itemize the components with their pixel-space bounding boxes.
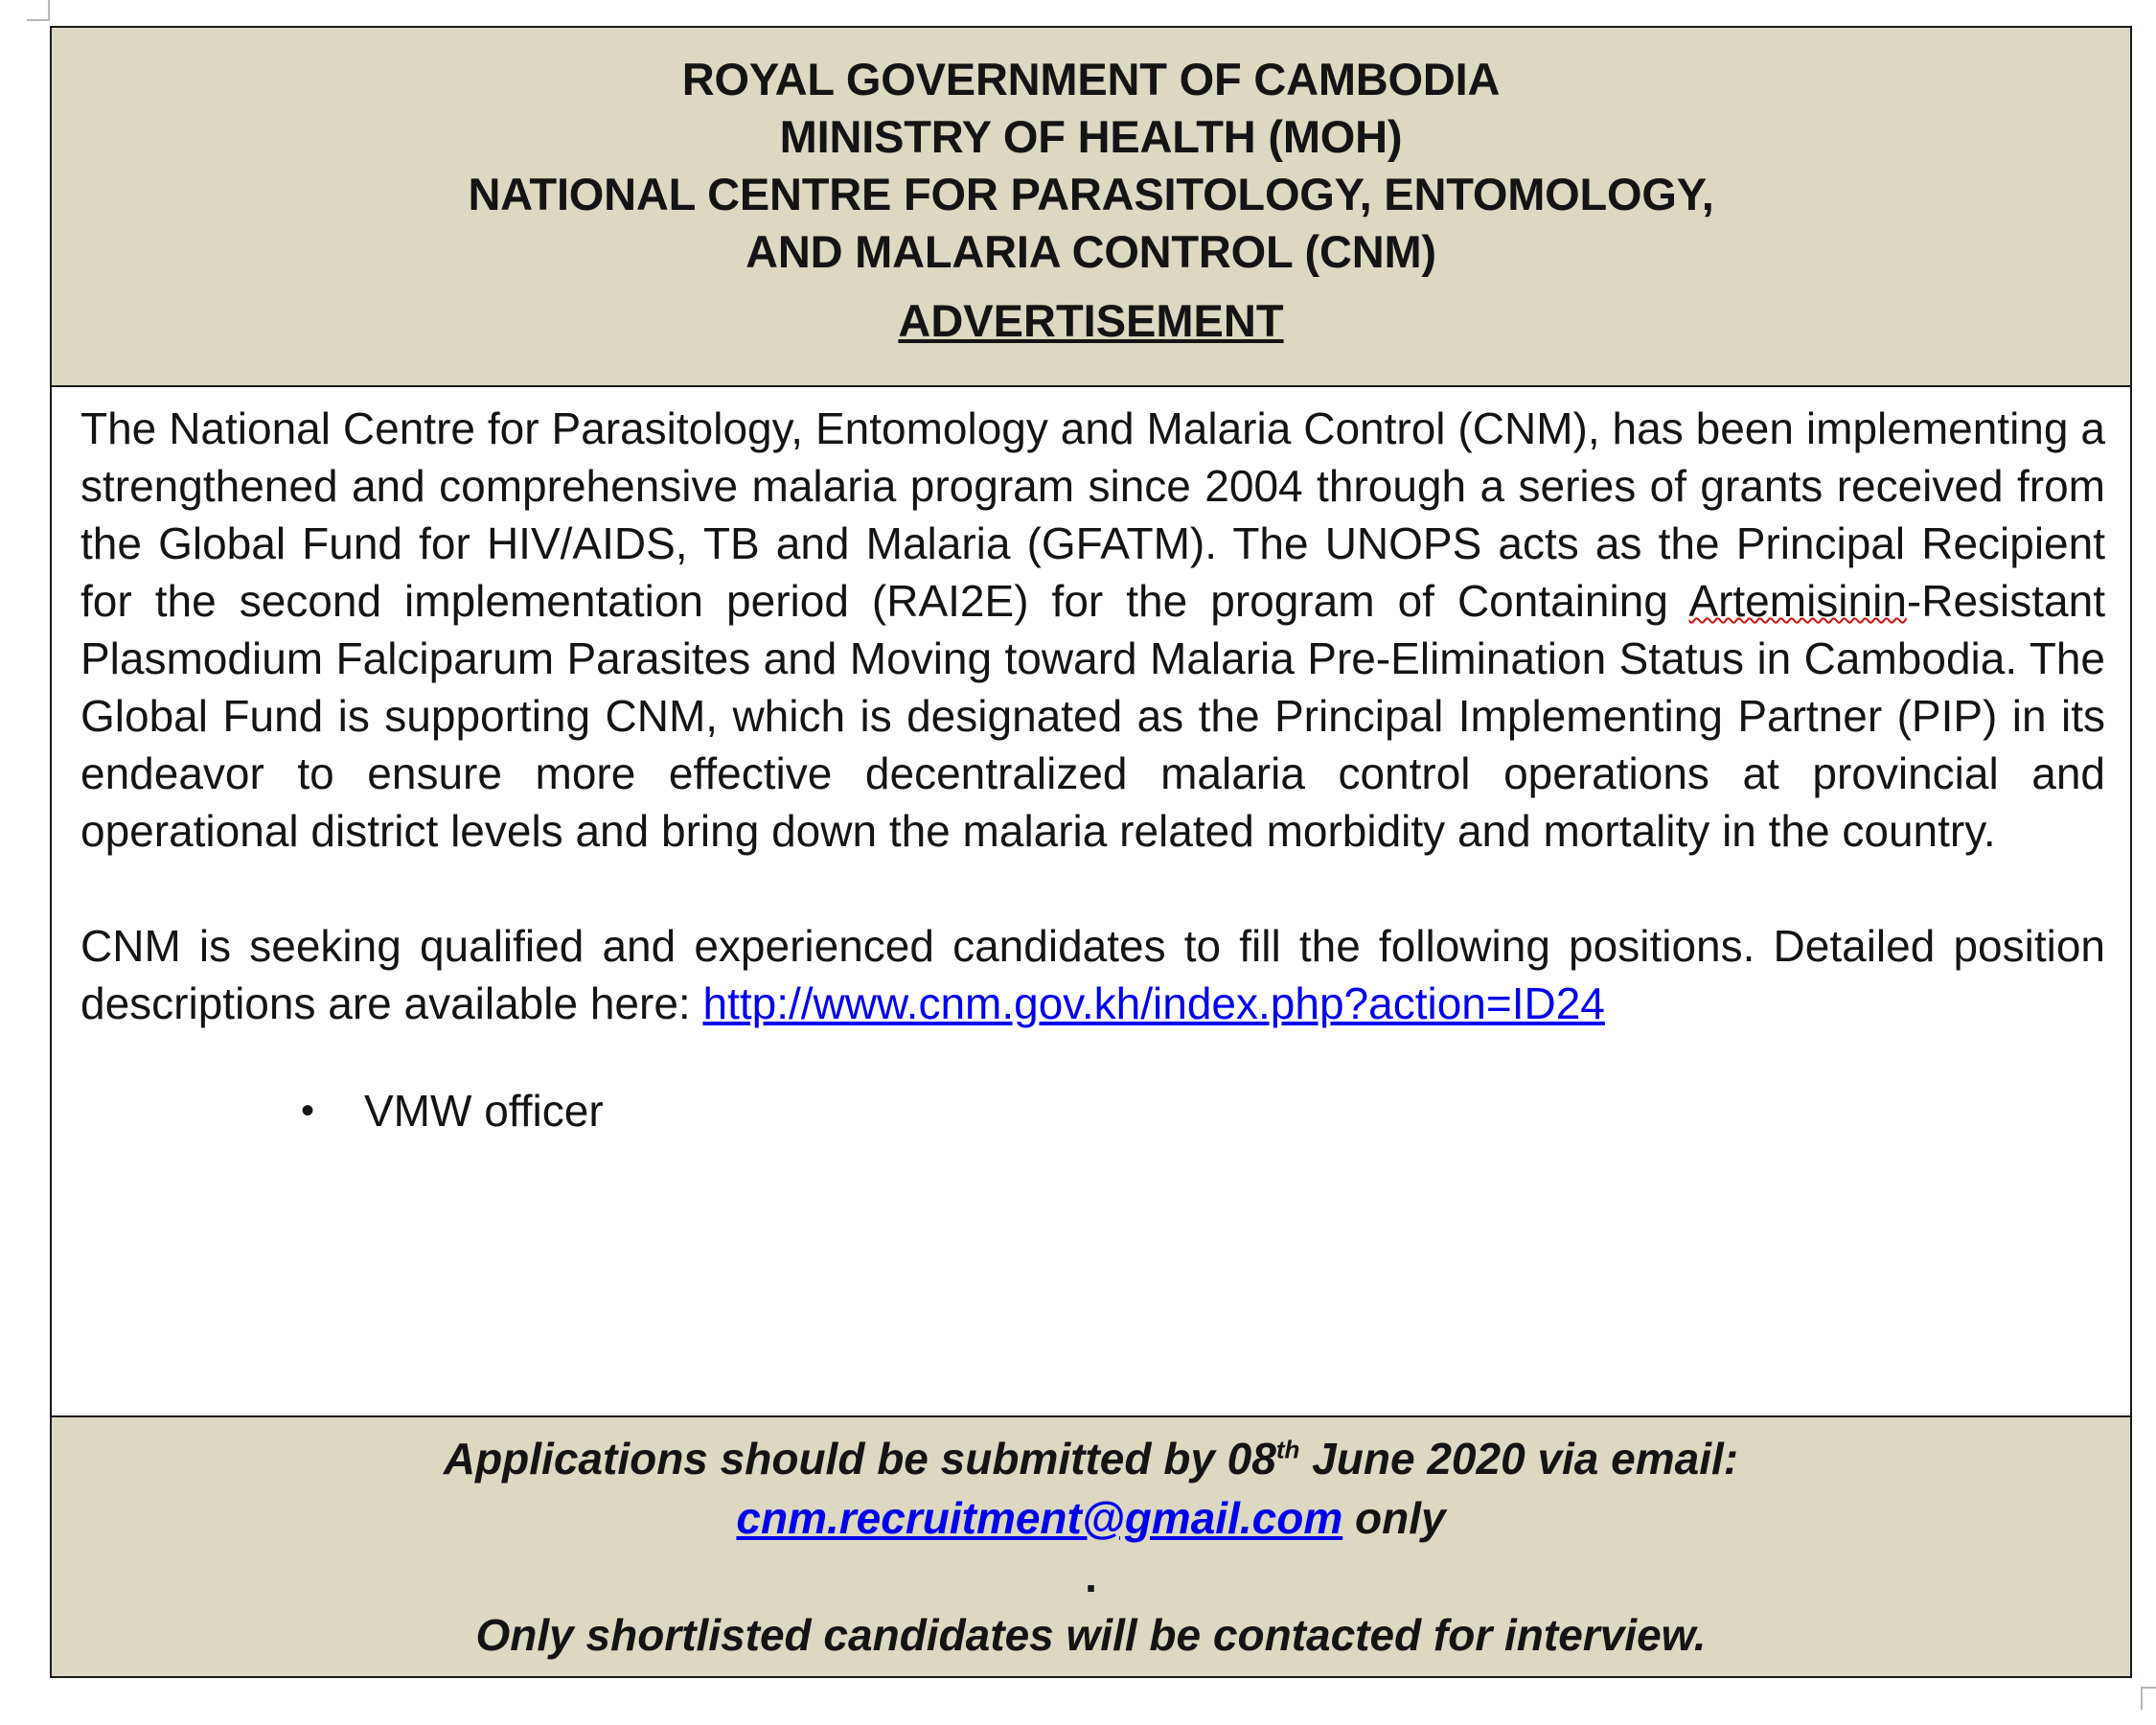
shortlist-note: Only shortlisted candidates will be contacted for interview. <box>475 1610 1707 1660</box>
header-band <box>52 28 2130 387</box>
header-line-ministry: MINISTRY OF HEALTH (MOH) <box>779 111 1403 162</box>
intro-text-end: -Resistant Plasmodium Falciparum Parasites and Moving toward Malaria Pre-Elimination Status in Cambodia. The Global Fund is supporting CNM, which is designated as the Principal Implementing Partner (PIP) in its endeavor to ensure more effective decentralized malaria control operations at provincial and operational district levels and bring down the malaria related morbidity and mortality in the country. <box>80 576 2105 856</box>
email-line <box>52 1488 2130 1548</box>
positions-intro-text: CNM is seeking qualified and experienced candidates to fill the following positions. Detailed position descriptions are available here: <box>80 921 2105 1028</box>
intro-text-start: The National Centre for Parasitology, Entomology and Malaria Control (CNM), has been implementing a strengthened and comprehensive malaria program since 2004 through a series of grants received from the Global Fund for HIV/AIDS, TB and Malaria (GFATM). The UNOPS acts as the Principal Recipient for the second implementation period (RAI2E) for the program of Containing <box>80 403 2105 626</box>
positions-list <box>80 1082 2105 1139</box>
deadline-text-end: June 2020 via email: <box>1299 1434 1739 1484</box>
spellcheck-flagged-word[interactable]: Artemisinin <box>1688 576 1907 626</box>
position-title: VMW officer <box>364 1086 604 1136</box>
position-descriptions-link[interactable]: http://www.cnm.gov.kh/index.php?action=ID24 <box>702 978 1605 1028</box>
ordinal-suffix: th <box>1275 1435 1300 1464</box>
list-item <box>301 1082 2105 1139</box>
header-line-malaria-control: AND MALARIA CONTROL (CNM) <box>745 226 1436 277</box>
positions-paragraph <box>80 917 2105 1032</box>
email-suffix: only <box>1342 1493 1446 1543</box>
footer-dot: . <box>1085 1552 1097 1601</box>
advertisement-title: ADVERTISEMENT <box>898 295 1284 346</box>
header-line-government: ROYAL GOVERNMENT OF CAMBODIA <box>681 54 1501 104</box>
recruitment-email-link[interactable]: cnm.recruitment@gmail.com <box>736 1493 1343 1543</box>
body-section <box>52 387 2130 1415</box>
page-corner-mark-bottom-right <box>2141 1687 2156 1710</box>
header-line-centre: NATIONAL CENTRE FOR PARASITOLOGY, ENTOMOLOGY, <box>468 169 1714 219</box>
intro-paragraph <box>80 400 2105 860</box>
application-deadline <box>52 1429 2130 1488</box>
bullet-icon: • <box>301 1090 315 1132</box>
advertisement-box <box>50 26 2132 1678</box>
footer-band <box>52 1415 2130 1676</box>
deadline-text-start: Applications should be submitted by 08 <box>443 1434 1276 1484</box>
page-corner-mark-top-left <box>27 0 50 21</box>
